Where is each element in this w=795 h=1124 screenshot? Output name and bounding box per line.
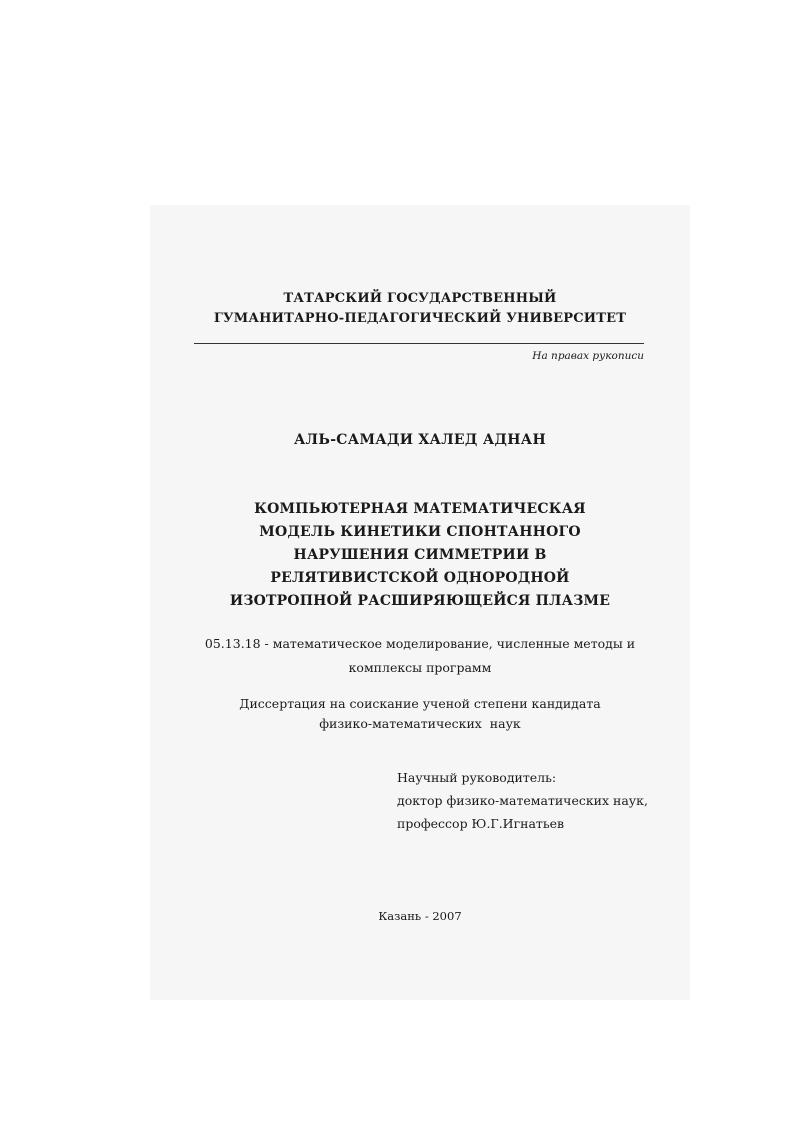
title-line-3: НАРУШЕНИЯ СИММЕТРИИ В xyxy=(293,547,547,563)
degree-line-2: физико-математических наук xyxy=(319,716,521,731)
title-line-5: ИЗОТРОПНОЙ РАСШИРЯЮЩЕЙСЯ ПЛАЗМЕ xyxy=(229,593,611,609)
supervisor-block xyxy=(397,766,648,835)
degree-statement xyxy=(150,694,690,734)
author-name: АЛЬ-САМАДИ ХАЛЕД АДНАН xyxy=(293,432,547,448)
specialty-code xyxy=(150,632,690,680)
supervisor-line-1: Научный руководитель: xyxy=(397,770,557,785)
city-and-year: Казань - 2007 xyxy=(378,909,462,923)
university-line-1: ТАТАРСКИЙ ГОСУДАРСТВЕННЫЙ xyxy=(283,291,557,306)
specialty-line-2: комплексы программ xyxy=(348,660,492,675)
supervisor-line-3: профессор Ю.Г.Игнатьев xyxy=(397,816,565,831)
header-divider xyxy=(194,343,644,344)
title-line-2: МОДЕЛЬ КИНЕТИКИ СПОНТАННОГО xyxy=(259,524,581,540)
university-line-2: ГУМАНИТАРНО-ПЕДАГОГИЧЕСКИЙ УНИВЕРСИТЕТ xyxy=(213,311,627,326)
specialty-line-1: 05.13.18 - математическое моделирование, численные методы и xyxy=(204,636,636,651)
title-line-1: КОМПЬЮТЕРНАЯ МАТЕМАТИЧЕСКАЯ xyxy=(254,501,586,517)
manuscript-rights-note: На правах рукописи xyxy=(532,350,644,362)
dissertation-title xyxy=(150,498,690,613)
degree-line-1: Диссертация на соискание ученой степени кандидата xyxy=(239,696,601,711)
university-name xyxy=(150,289,690,329)
supervisor-line-2: доктор физико-математических наук, xyxy=(397,793,648,808)
title-line-4: РЕЛЯТИВИСТСКОЙ ОДНОРОДНОЙ xyxy=(270,570,570,586)
